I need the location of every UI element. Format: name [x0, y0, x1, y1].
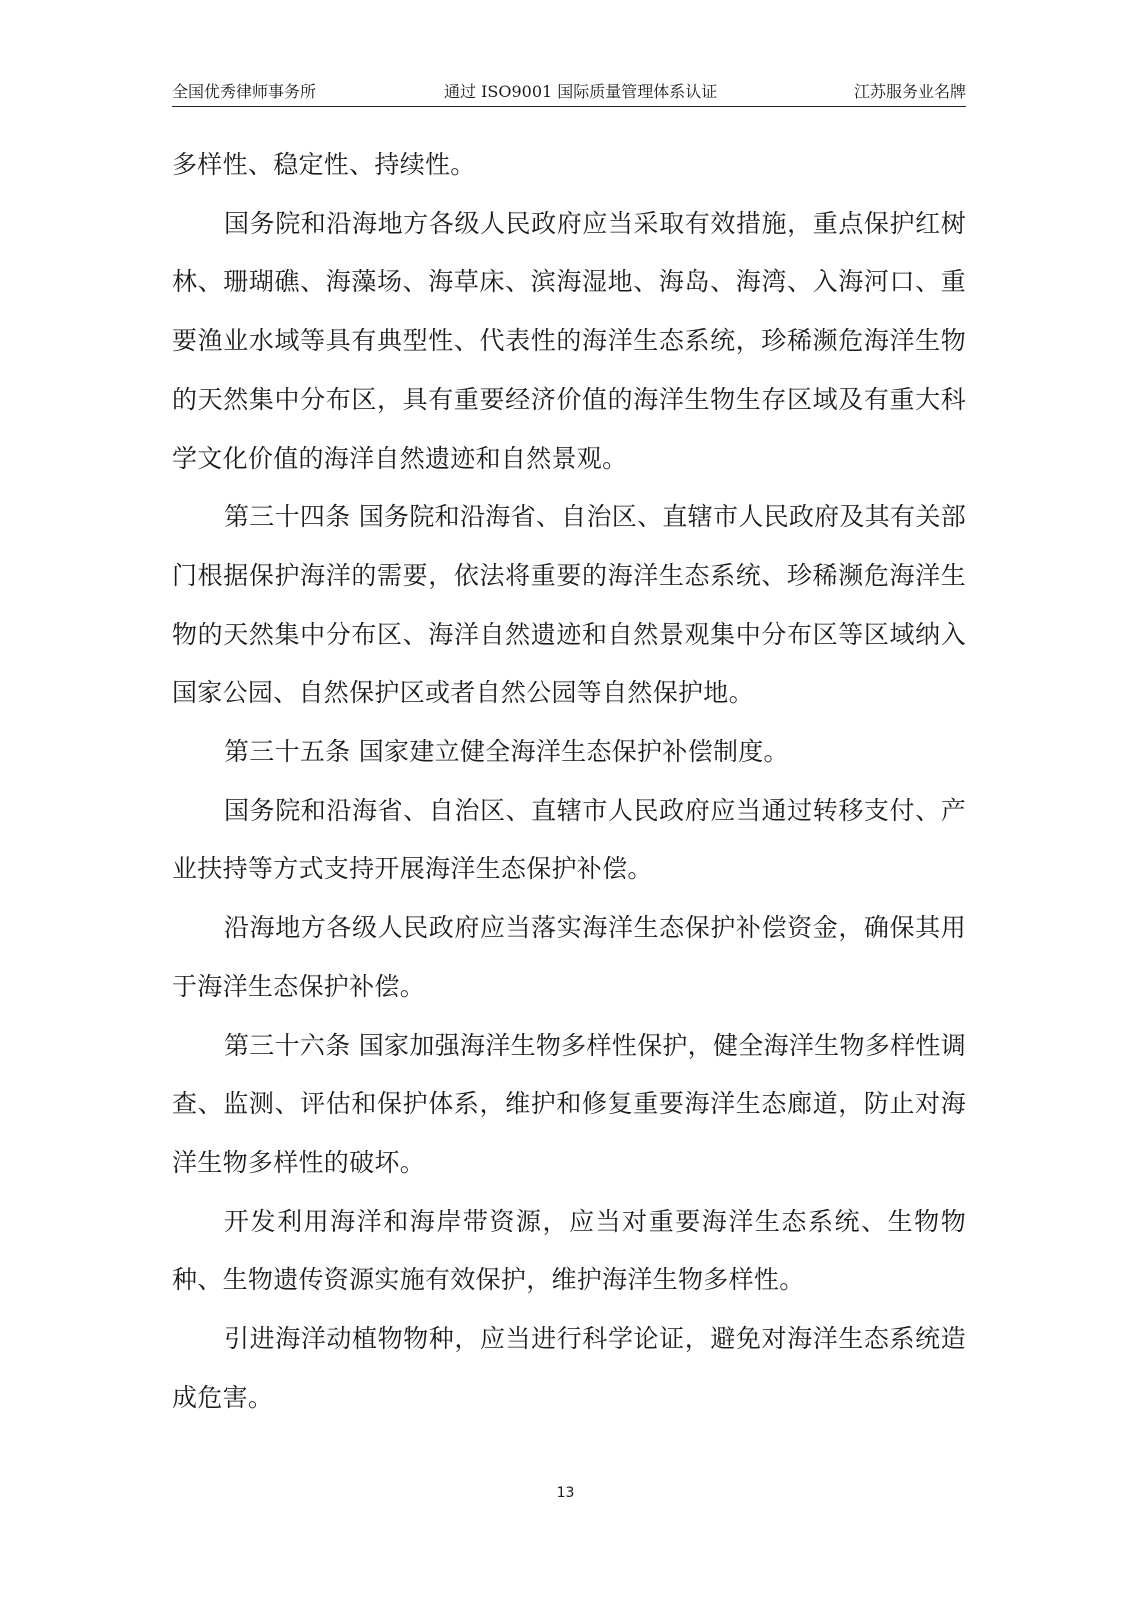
paragraph: 国务院和沿海省、自治区、直辖市人民政府应当通过转移支付、产业扶持等方式支持开展海洋生态保护补偿。 — [172, 795, 966, 884]
article-36: 第三十六条 国家加强海洋生物多样性保护，健全海洋生物多样性调查、监测、评估和保护体系，维护和修复重要海洋生态廊道，防止对海洋生物多样性的破坏。 — [172, 1030, 966, 1177]
article-34: 第三十四条 国务院和沿海省、自治区、直辖市人民政府及其有关部门根据保护海洋的需要，依法将重要的海洋生态系统、珍稀濒危海洋生物的天然集中分布区、海洋自然遗迹和自然景观集中分布区等区域纳入国家公园、自然保护区或者自然公园等自然保护地。 — [172, 502, 966, 708]
paragraph: 开发利用海洋和海岸带资源，应当对重要海洋生态系统、生物物种、生物遗传资源实施有效保护，维护海洋生物多样性。 — [172, 1206, 966, 1295]
document-body — [172, 136, 966, 1427]
page-header — [172, 78, 966, 107]
header-right-text: 江苏服务业名牌 — [853, 82, 966, 101]
article-35: 第三十五条 国家建立健全海洋生态保护补偿制度。 — [224, 737, 789, 767]
paragraph-continuation: 多样性、稳定性、持续性。 — [172, 150, 476, 179]
page-number: 13 — [556, 1485, 575, 1501]
paragraph: 沿海地方各级人民政府应当落实海洋生态保护补偿资金，确保其用于海洋生态保护补偿。 — [172, 913, 966, 1001]
header-center-text: 通过 ISO9001 国际质量管理体系认证 — [444, 82, 718, 101]
header-left-text: 全国优秀律师事务所 — [172, 82, 317, 101]
paragraph: 国务院和沿海地方各级人民政府应当采取有效措施，重点保护红树林、珊瑚礁、海藻场、海草床、滨海湿地、海岛、海湾、入海河口、重要渔业水域等具有典型性、代表性的海洋生态系统，珍稀濒危海洋生物的天然集中分布区，具有重要经济价值的海洋生物生存区域及有重大科学文化价值的海洋自然遗迹和自然景观。 — [172, 208, 966, 473]
paragraph: 引进海洋动植物物种，应当进行科学论证，避免对海洋生态系统造成危害。 — [172, 1324, 966, 1412]
